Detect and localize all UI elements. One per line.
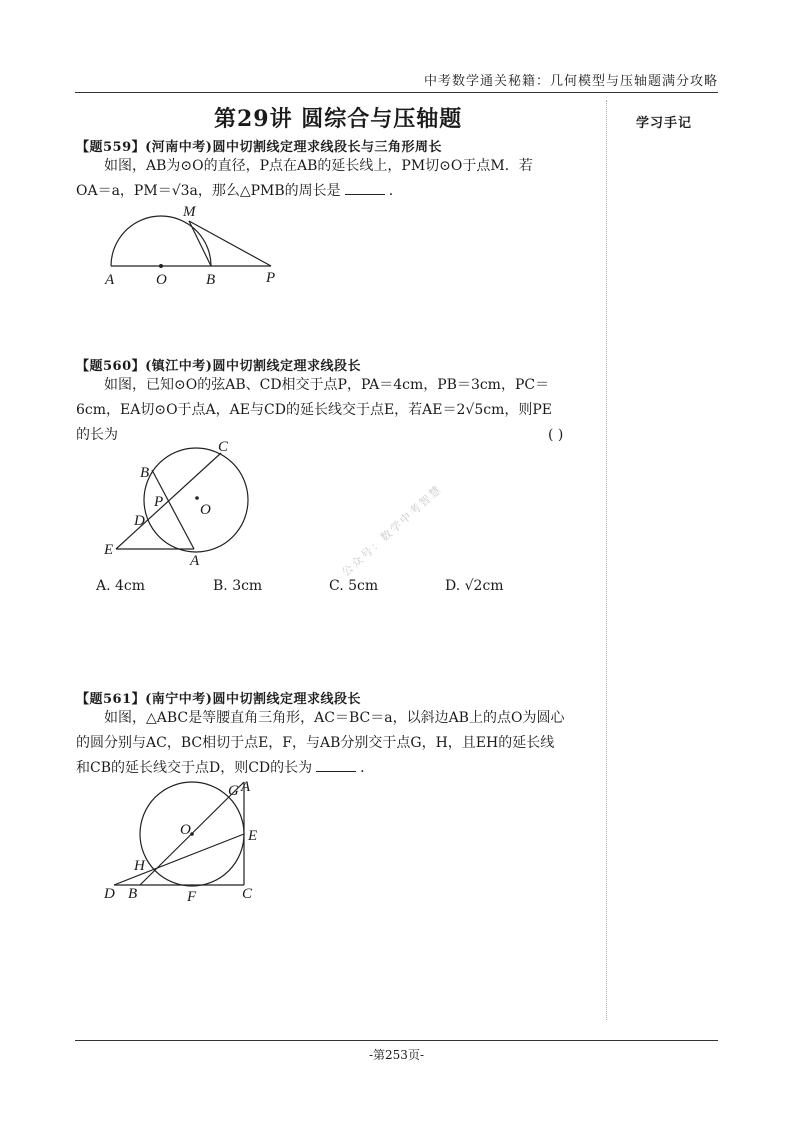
footer-rule	[75, 1040, 718, 1041]
label-e: E	[104, 542, 114, 558]
question-560-answer-paren: ( )	[548, 427, 564, 443]
question-560-line-2: 6cm，EA切⊙O于点A，AE与CD的延长线交于点E，若AE＝2√5cm，则PE	[76, 402, 552, 418]
label-f: F	[187, 889, 197, 905]
question-559-heading: 【题559】(河南中考)圆中切割线定理求线段长与三角形周长	[76, 140, 442, 155]
choice-d: D. √2cm	[445, 578, 504, 594]
label-b: B	[206, 272, 216, 288]
tangent-pm	[189, 221, 271, 266]
label-h: H	[134, 858, 145, 874]
answer-blank	[345, 193, 385, 195]
question-559-line-2-end: ．	[388, 183, 403, 199]
semicircle	[111, 216, 211, 266]
figure-560	[96, 436, 266, 576]
header-rule	[75, 92, 718, 93]
margin-divider	[606, 100, 607, 1020]
label-d: D	[134, 513, 145, 529]
label-a: A	[241, 779, 251, 795]
watermark: 公众号：数学中考智慧	[339, 482, 445, 580]
label-b: B	[128, 886, 138, 902]
question-559-line-2-text: OA＝a，PM＝√3a，那么△PMB的周长是	[76, 183, 341, 199]
label-o: O	[200, 502, 211, 518]
running-header: 中考数学通关秘籍：几何模型与压轴题满分攻略	[423, 74, 718, 89]
question-560-line-3: 的长为	[76, 427, 118, 443]
label-o: O	[180, 822, 191, 838]
label-a: A	[190, 553, 200, 569]
question-561-line-2: 的圆分别与AC，BC相切于点E，F，与AB分别交于点G，H，且EH的延长线	[76, 735, 555, 751]
label-g: G	[228, 783, 239, 799]
label-o: O	[156, 272, 167, 288]
question-561-heading: 【题561】(南宁中考)圆中切割线定理求线段长	[76, 692, 361, 707]
label-d: D	[104, 886, 115, 902]
label-p: P	[154, 494, 164, 510]
label-c: C	[242, 886, 253, 902]
center-point	[159, 264, 163, 268]
page-number: -第253页-	[368, 1048, 424, 1062]
sidebar-title: 学习手记	[636, 116, 693, 131]
question-561-line-1: 如图，△ABC是等腰直角三角形，AC＝BC＝a，以斜边AB上的点O为圆心	[104, 710, 565, 726]
question-561-line-3-end: ．	[360, 760, 375, 776]
choice-c: C. 5cm	[329, 578, 379, 594]
label-b: B	[140, 465, 150, 481]
figure-559	[96, 198, 296, 292]
question-560-heading: 【题560】(镇江中考)圆中切割线定理求线段长	[76, 359, 361, 374]
answer-blank	[316, 770, 356, 772]
lesson-title: 第29讲 圆综合与压轴题	[214, 106, 463, 132]
question-560-line-1: 如图，已知⊙O的弦AB、CD相交于点P，PA＝4cm，PB＝3cm，PC＝	[104, 377, 550, 393]
question-559-line-1: 如图，AB为⊙O的直径，P点在AB的延长线上，PM切⊙O于点M．若	[104, 158, 533, 174]
center-point	[195, 496, 199, 500]
label-c: C	[218, 439, 229, 455]
chord-mb	[189, 221, 211, 266]
label-e: E	[248, 828, 258, 844]
question-561-line-3-text: 和CB的延长线交于点D，则CD的长为	[76, 760, 313, 776]
choice-a: A. 4cm	[96, 578, 146, 594]
label-a: A	[105, 272, 115, 288]
label-p: P	[266, 270, 276, 286]
choice-b: B. 3cm	[213, 578, 263, 594]
figure-561	[96, 778, 276, 908]
label-m: M	[183, 204, 196, 220]
